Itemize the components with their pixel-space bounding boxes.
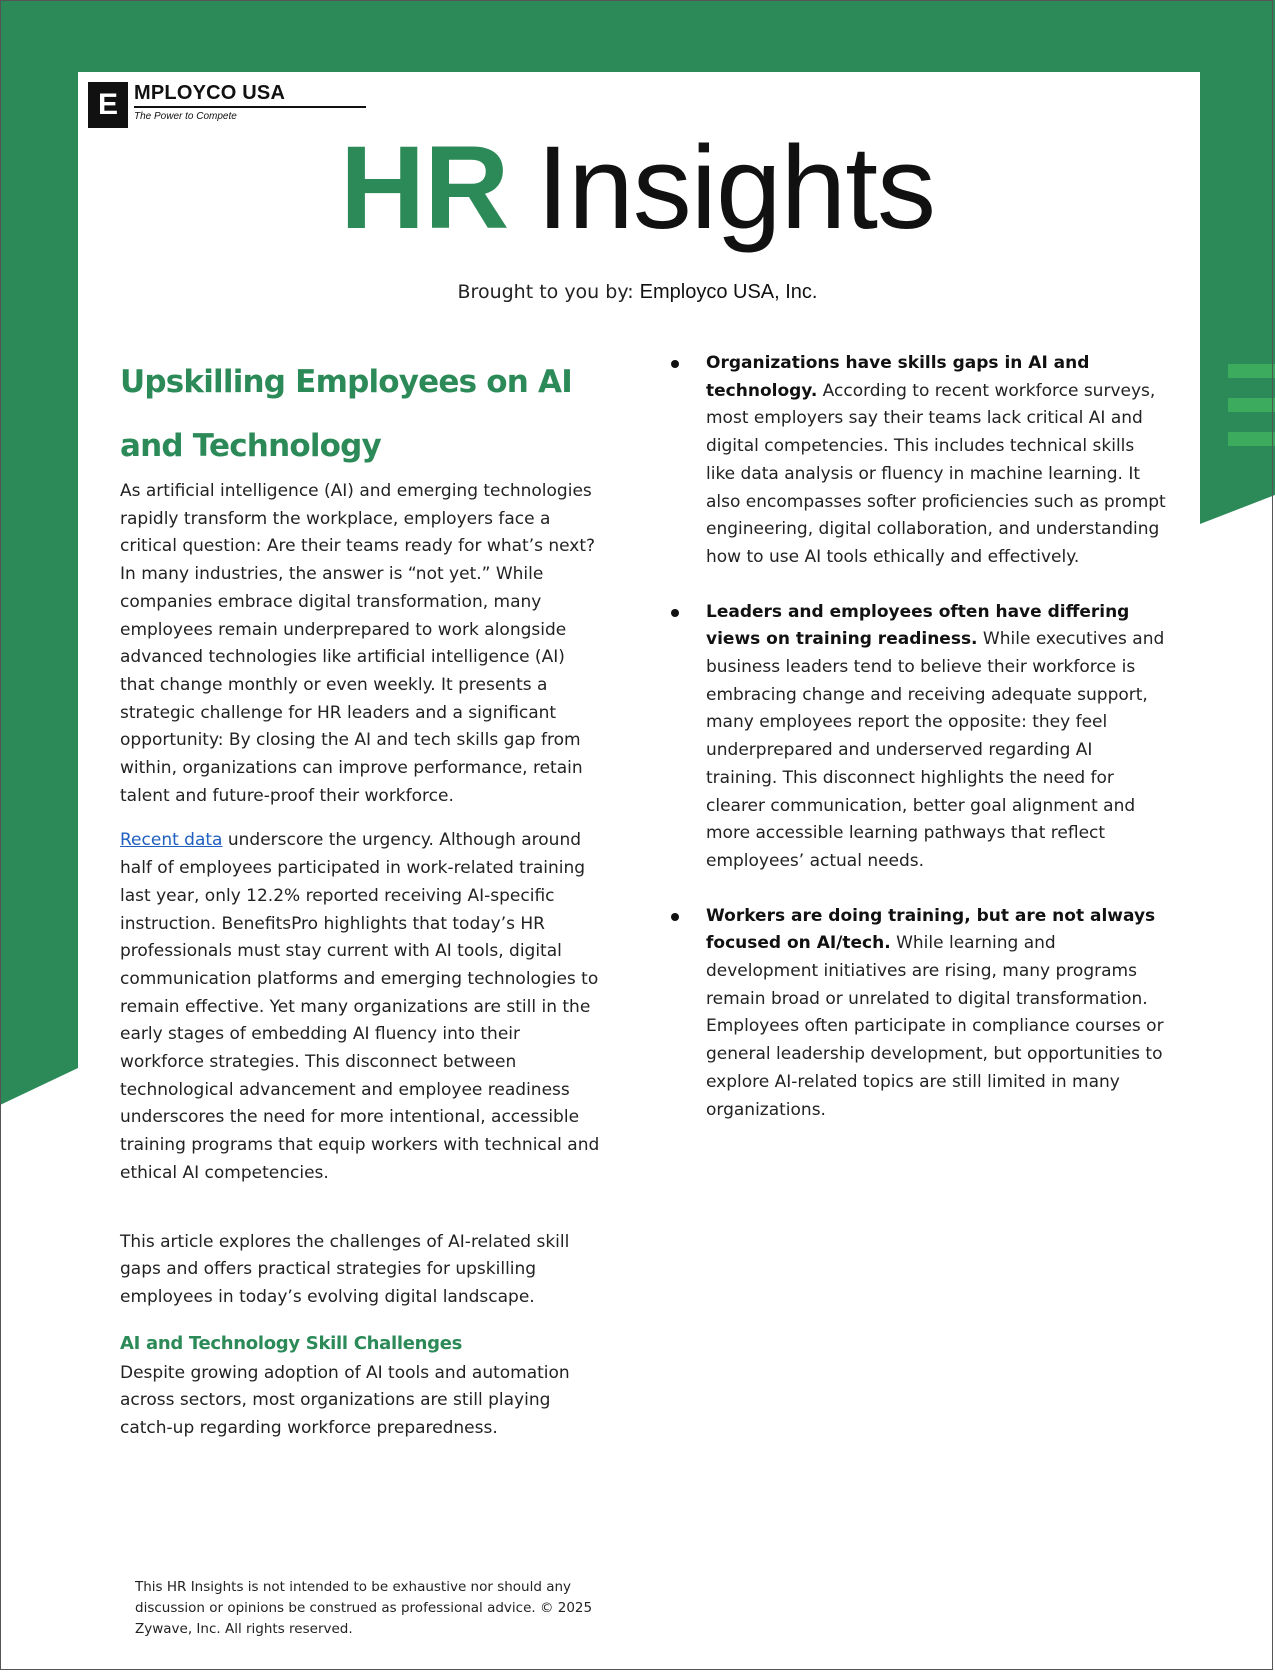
right-column xyxy=(706,350,1166,1151)
list-item xyxy=(706,350,1166,572)
logo-name: MPLOYCO USA xyxy=(134,82,286,104)
byline-prefix: Brought to you by: xyxy=(457,281,634,303)
left-column xyxy=(120,350,600,1443)
masthead-insights: Insights xyxy=(536,122,936,254)
data-paragraph-text: underscore the urgency. Although around half of employees participated in work-related training last year, only 12.2% reported receiving AI-specific instruction. BenefitsPro highlights that today’s HR professionals must stay current with AI tools, digital communication platforms and emerging technologies to remain effective. Yet many organizations are still in the early stages of embedding AI fluency into their workforce strategies. This disconnect between technological advancement and employee readiness underscores the need for more intentional, accessible training programs that equip workers with technical and ethical AI competencies. xyxy=(120,830,600,1183)
data-paragraph xyxy=(120,827,600,1187)
logo-letter: E xyxy=(88,82,128,128)
stripe-accent-1 xyxy=(1228,364,1275,378)
recent-data-link[interactable]: Recent data xyxy=(120,830,223,851)
bullet-icon xyxy=(671,913,679,921)
footer-disclaimer: This HR Insights is not intended to be exhaustive nor should any discussion or opinions be construed as professional advice. © 2025 Zywave, Inc. All rights reserved. xyxy=(135,1579,593,1637)
logo-rule xyxy=(134,106,366,108)
section-intro: Despite growing adoption of AI tools and automation across sectors, most organizations are still playing catch-up regarding workforce preparedness. xyxy=(120,1362,570,1439)
overview-paragraph: This article explores the challenges of AI-related skill gaps and offers practical strategies for upskilling employees in today’s evolving digital landscape. xyxy=(120,1231,570,1307)
section-heading: AI and Technology Skill Challenges xyxy=(120,1332,463,1354)
list-item-lead: Organizations have skills gaps in AI and technology. xyxy=(706,353,1090,401)
challenge-list xyxy=(706,350,1166,1124)
list-item-text: While executives and business leaders tend to believe their workforce is embracing change and receiving adequate support, many employees report the opposite: they feel underprepared and underserved regarding AI training. This disconnect highlights the need for clearer communication, better goal alignment and more accessible learning pathways that reflect employees’ actual needs. xyxy=(706,629,1165,871)
masthead-hr: HR xyxy=(339,122,509,254)
list-item-lead: Workers are doing training, but are not always focused on AI/tech. xyxy=(706,905,1156,954)
intro-paragraph: As artificial intelligence (AI) and emerging technologies rapidly transform the workplace, employers face a critical question: Are their teams ready for what’s next? In many industries, the answer is “not yet.” While companies embrace digital transformation, many employees remain underprepared to work alongside advanced technologies like artificial intelligence (AI) that change monthly or even weekly. It presents a strategic challenge for HR leaders and a significant opportunity: By closing the AI and tech skills gap from within, organizations can improve performance, retain talent and future-proof their workforce. xyxy=(120,481,596,806)
byline xyxy=(0,281,1275,304)
list-item-lead: Leaders and employees often have differing views on training readiness. xyxy=(706,601,1130,650)
stripe-accent-3 xyxy=(1228,432,1275,446)
list-item xyxy=(706,903,1166,1125)
bullet-icon xyxy=(671,360,679,368)
bullet-icon xyxy=(671,609,679,617)
list-item xyxy=(706,599,1166,876)
masthead-title xyxy=(0,118,1275,258)
article-title: Upskilling Employees on AI and Technology xyxy=(120,364,572,464)
logo-tagline: The Power to Compete xyxy=(134,111,237,122)
list-item-text: While learning and development initiatives are rising, many programs remain broad or unrelated to digital transformation. Employees often participate in compliance courses or general leadership development, but opportunities to explore AI-related topics are still limited in many organizations. xyxy=(706,933,1164,1120)
stripe-accent-2 xyxy=(1228,398,1275,412)
list-item-text: According to recent workforce surveys, most employers say their teams lack critical AI and digital competencies. This includes technical skills like data analysis or fluency in machine learning. It also encompasses softer proficiencies such as prompt engineering, digital collaboration, and understanding how to use AI tools ethically and effectively. xyxy=(706,380,1166,567)
byline-org: Employco USA, Inc. xyxy=(639,281,818,303)
